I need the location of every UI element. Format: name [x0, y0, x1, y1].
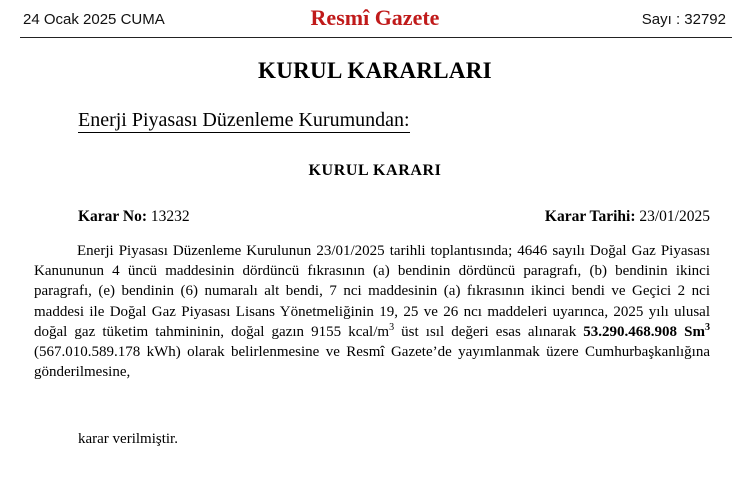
gazette-header [0, 0, 750, 38]
issue-number: Sayı : 32792 [641, 11, 726, 28]
decision-body [34, 241, 710, 382]
decision-title: KURUL KARARI [308, 162, 442, 179]
decision-date [545, 208, 710, 226]
body-text-2: üst ısıl değeri esas alınarak [394, 323, 584, 340]
institution-name: Enerji Piyasası Düzenleme Kurumundan: [78, 109, 410, 131]
body-sup-2: 3 [705, 321, 710, 333]
body-text-1: Enerji Piyasası Düzenleme Kurulunun 23/01/2025 tarihli toplantısında; 4646 sayılı Doğal Gaz Piyasası Kanununun 4 üncü maddesinin dördüncü fıkrasının (a) bendinin dördüncü paragrafı, (b) bendinin ikinci paragrafı, (e) bendinin (6) numaralı alt bendi, 7 nci maddesinin (a) fıkrasının ikinci bendi ve Geçici 2 nci maddesi ile Doğal Gaz Piyasası Lisans Yönetmeliğinin 19, 25 ve 26 ncı maddeleri uyarınca, 2025 yılı ulusal doğal gaz tüketim tahmininin, doğal gazın 9155 kcal/m [34, 243, 710, 340]
decision-number-label: Karar No: [78, 208, 148, 225]
decision-date-value: 23/01/2025 [639, 208, 710, 225]
body-bold-value: 53.290.468.908 Sm [583, 323, 705, 340]
header-divider [20, 37, 732, 38]
body-sup-1: 3 [389, 321, 395, 333]
issue-date: 24 Ocak 2025 CUMA [23, 11, 165, 28]
closing-text: karar verilmiştir. [78, 431, 178, 447]
gazette-title: Resmî Gazete [310, 5, 440, 30]
body-text-3: (567.010.589.178 kWh) olarak belirlenmesine ve Resmî Gazete’de yayımlanmak üzere Cumhurbaşkanlığına gönderilmesine, [34, 344, 710, 381]
section-title: KURUL KARARLARI [258, 58, 492, 83]
decision-number [78, 208, 190, 226]
decision-number-value: 13232 [150, 208, 190, 225]
decision-date-label: Karar Tarihi: [544, 208, 636, 225]
